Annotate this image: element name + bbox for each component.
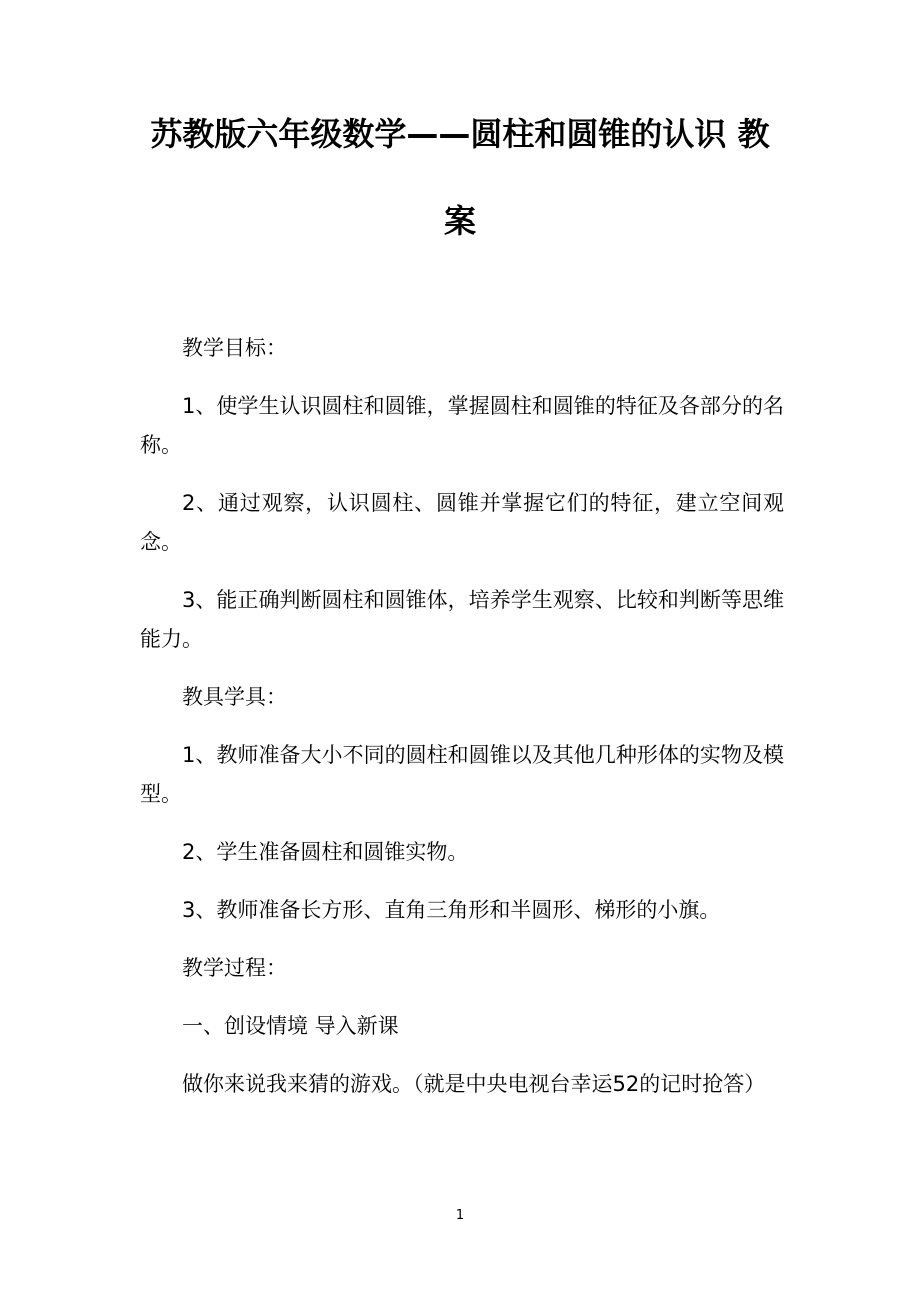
objective-item-3: 3、能正确判断圆柱和圆锥体，培养学生观察、比较和判断等思维能力。 bbox=[140, 588, 784, 651]
document-title-line-1: 苏教版六年级数学——圆柱和圆锥的认识 教 bbox=[150, 115, 770, 153]
objective-item-2: 2、通过观察，认识圆柱、圆锥并掌握它们的特征，建立空间观念。 bbox=[140, 491, 784, 554]
process-paragraph: 做你来说我来猜的游戏。（就是中央电视台幸运52的记时抢答） bbox=[182, 1072, 766, 1096]
document-body bbox=[140, 329, 784, 1123]
document-title-line-2: 案 bbox=[443, 202, 476, 240]
process-step-heading-1: 一、创设情境 导入新课 bbox=[182, 1014, 399, 1038]
materials-item-2: 2、学生准备圆柱和圆锥实物。 bbox=[182, 840, 469, 864]
page-number: 1 bbox=[455, 1208, 465, 1223]
section-heading-materials: 教具学具： bbox=[182, 685, 287, 709]
materials-item-1: 1、教师准备大小不同的圆柱和圆锥以及其他几种形体的实物及模型。 bbox=[140, 743, 784, 806]
materials-item-3: 3、教师准备长方形、直角三角形和半圆形、梯形的小旗。 bbox=[182, 898, 721, 922]
section-heading-objectives: 教学目标： bbox=[182, 336, 287, 360]
objective-item-1: 1、使学生认识圆柱和圆锥，掌握圆柱和圆锥的特征及各部分的名称。 bbox=[140, 394, 784, 457]
section-heading-process: 教学过程： bbox=[182, 956, 287, 980]
